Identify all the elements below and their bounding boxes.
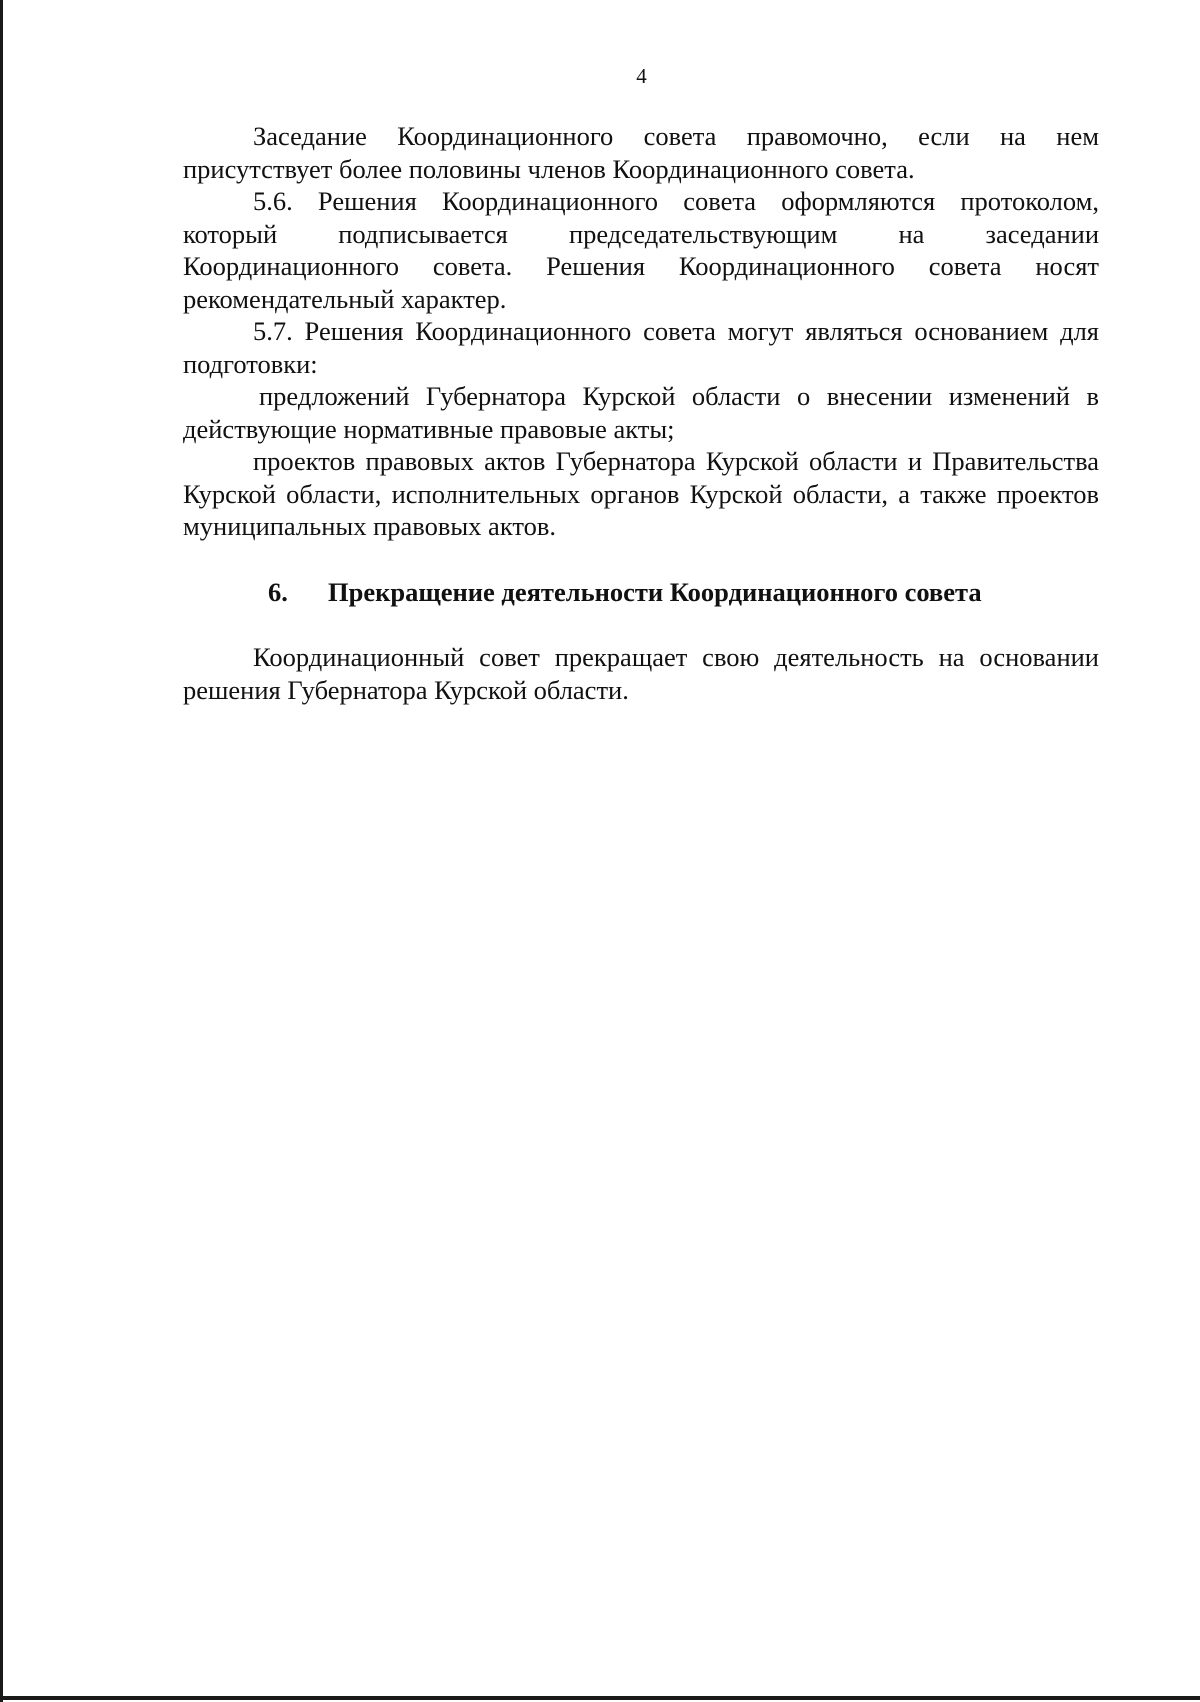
scan-edge-bottom — [0, 1696, 1200, 1700]
page-number: 4 — [636, 64, 647, 88]
section-6-heading — [268, 576, 1128, 608]
paragraph-5-7: 5.7. Решения Координационного совета могут являться основанием для подготовки: — [183, 316, 1099, 379]
section-6-number: 6. — [268, 577, 288, 607]
section-5-continuation — [183, 120, 1099, 543]
paragraph-5-6: 5.6. Решения Координационного совета оформляются протоколом, который подписывается председательствующим на заседании Координационного совета. Решения Координационного совета носят рекомендательный характер. — [183, 186, 1099, 314]
paragraph-quorum: Заседание Координационного совета правомочно, если на нем присутствует более половины членов Координационного совета. — [183, 121, 1099, 184]
paragraph-draft-acts: проектов правовых актов Губернатора Курской области и Правительства Курской области, исполнительных органов Курской области, а также проектов муниципальных правовых актов. — [183, 446, 1099, 541]
paragraph-termination: Координационный совет прекращает свою деятельность на основании решения Губернатора Курской области. — [183, 642, 1099, 705]
paragraph-governor-proposals: предложений Губернатора Курской области о внесении изменений в действующие нормативные правовые акты; — [183, 381, 1099, 444]
section-6-body — [183, 641, 1099, 706]
section-6-title: Прекращение деятельности Координационного совета — [328, 577, 982, 607]
scan-edge-left — [0, 0, 3, 1702]
